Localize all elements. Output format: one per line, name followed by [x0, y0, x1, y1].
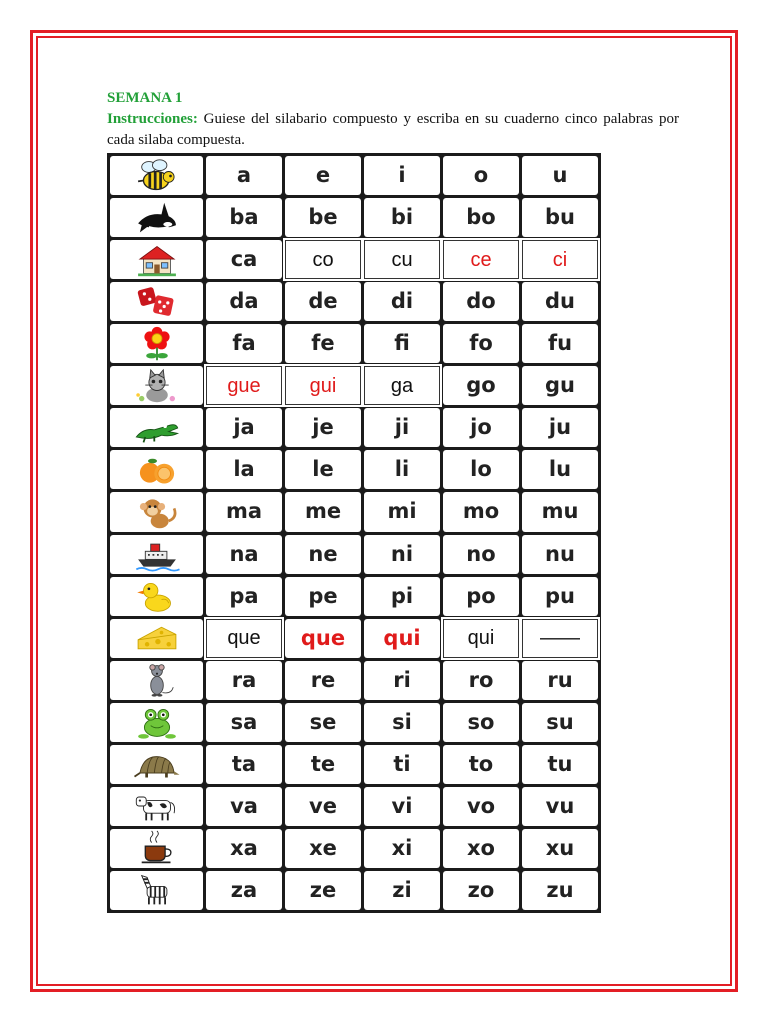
instructions-paragraph — [107, 109, 679, 151]
syllable-cell: ra — [206, 661, 282, 700]
syllable-cell: go — [443, 366, 519, 405]
syllable-cell: na — [206, 535, 282, 574]
syllable-cell: su — [522, 703, 598, 742]
syllable-cell: ze — [285, 871, 361, 910]
orca-icon — [110, 198, 203, 237]
syllable-cell: nu — [522, 535, 598, 574]
syllabary-table — [107, 153, 601, 913]
syllable-cell: ne — [285, 535, 361, 574]
armadillo-icon — [131, 746, 183, 782]
instructions-text: Guiese del silabario compuesto y escriba en su cuaderno cinco palabras por cada silaba compuesta. — [107, 111, 679, 148]
monkey-icon — [131, 494, 183, 530]
syllable-cell: mo — [443, 492, 519, 531]
dice-icon — [131, 284, 183, 320]
syllable-cell: ji — [364, 408, 440, 447]
cow-icon — [110, 787, 203, 826]
syllable-cell: me — [285, 492, 361, 531]
syllable-cell: xa — [206, 829, 282, 868]
monkey-icon — [110, 492, 203, 531]
syllable-cell: se — [285, 703, 361, 742]
syllable-cell: le — [285, 450, 361, 489]
syllable-cell: ja — [206, 408, 282, 447]
syllable-cell: si — [364, 703, 440, 742]
syllable-cell: vo — [443, 787, 519, 826]
syllable-cell: za — [206, 871, 282, 910]
syllable-cell: jo — [443, 408, 519, 447]
syllable-cell: cu — [364, 240, 440, 279]
syllable-cell: fi — [364, 324, 440, 363]
syllable-cell: xi — [364, 829, 440, 868]
syllable-cell: xo — [443, 829, 519, 868]
syllable-cell: lu — [522, 450, 598, 489]
syllable-cell: du — [522, 282, 598, 321]
syllable-cell: re — [285, 661, 361, 700]
syllable-cell: de — [285, 282, 361, 321]
coffee-cup-icon — [110, 829, 203, 868]
syllable-cell: je — [285, 408, 361, 447]
syllable-cell: que — [285, 619, 361, 658]
syllable-cell: bi — [364, 198, 440, 237]
syllable-cell: ta — [206, 745, 282, 784]
syllable-cell: gu — [522, 366, 598, 405]
crocodile-icon — [131, 410, 183, 446]
zebra-icon — [110, 871, 203, 910]
syllable-cell: qui — [364, 619, 440, 658]
crocodile-icon — [110, 408, 203, 447]
zebra-icon — [131, 872, 183, 908]
syllable-cell: so — [443, 703, 519, 742]
syllable-cell: u — [522, 156, 598, 195]
syllable-cell: te — [285, 745, 361, 784]
syllable-cell: xe — [285, 829, 361, 868]
duck-icon — [110, 577, 203, 616]
orca-icon — [131, 200, 183, 236]
syllable-cell: zu — [522, 871, 598, 910]
syllable-cell: ru — [522, 661, 598, 700]
armadillo-icon — [110, 745, 203, 784]
cheese-icon — [110, 619, 203, 658]
syllable-cell: fu — [522, 324, 598, 363]
syllable-cell: la — [206, 450, 282, 489]
syllable-cell: que — [206, 619, 282, 658]
bee-icon — [131, 158, 183, 194]
syllable-cell: ju — [522, 408, 598, 447]
syllable-cell: ce — [443, 240, 519, 279]
syllable-cell: mu — [522, 492, 598, 531]
syllable-cell: zi — [364, 871, 440, 910]
week-title: SEMANA 1 — [107, 90, 183, 106]
syllable-cell: fa — [206, 324, 282, 363]
syllable-cell: vu — [522, 787, 598, 826]
oranges-icon — [110, 450, 203, 489]
syllable-cell: bu — [522, 198, 598, 237]
syllable-cell: qui — [443, 619, 519, 658]
oranges-icon — [131, 452, 183, 488]
syllable-cell: ve — [285, 787, 361, 826]
syllable-cell: zo — [443, 871, 519, 910]
ship-icon — [131, 536, 183, 572]
syllable-cell: do — [443, 282, 519, 321]
syllable-cell: pu — [522, 577, 598, 616]
syllable-cell: co — [285, 240, 361, 279]
syllable-cell: mi — [364, 492, 440, 531]
syllable-cell: fo — [443, 324, 519, 363]
duck-icon — [131, 578, 183, 614]
syllable-cell: e — [285, 156, 361, 195]
syllable-cell: be — [285, 198, 361, 237]
syllable-cell: va — [206, 787, 282, 826]
syllable-cell: ri — [364, 661, 440, 700]
syllable-cell: ma — [206, 492, 282, 531]
syllable-cell: po — [443, 577, 519, 616]
coffee-cup-icon — [131, 830, 183, 866]
cat-icon — [110, 366, 203, 405]
syllable-cell: ba — [206, 198, 282, 237]
syllable-cell: ci — [522, 240, 598, 279]
cow-icon — [131, 788, 183, 824]
syllable-cell: pa — [206, 577, 282, 616]
syllable-cell: di — [364, 282, 440, 321]
syllable-cell: —— — [522, 619, 598, 658]
syllable-cell: sa — [206, 703, 282, 742]
house-icon — [110, 240, 203, 279]
syllable-cell: xu — [522, 829, 598, 868]
syllable-cell: ca — [206, 240, 282, 279]
syllable-cell: vi — [364, 787, 440, 826]
syllable-cell: bo — [443, 198, 519, 237]
syllable-cell: ga — [364, 366, 440, 405]
instructions-label: Instrucciones: — [107, 111, 198, 127]
bee-icon — [110, 156, 203, 195]
syllable-cell: ti — [364, 745, 440, 784]
syllable-cell: da — [206, 282, 282, 321]
syllable-cell: no — [443, 535, 519, 574]
syllable-cell: o — [443, 156, 519, 195]
frog-icon — [131, 704, 183, 740]
syllable-cell: pi — [364, 577, 440, 616]
cat-icon — [131, 368, 183, 404]
syllable-cell: a — [206, 156, 282, 195]
house-icon — [131, 242, 183, 278]
syllable-cell: gui — [285, 366, 361, 405]
dice-icon — [110, 282, 203, 321]
frog-icon — [110, 703, 203, 742]
syllable-cell: pe — [285, 577, 361, 616]
cheese-icon — [131, 620, 183, 656]
flower-icon — [110, 324, 203, 363]
ship-icon — [110, 535, 203, 574]
syllable-cell: ni — [364, 535, 440, 574]
syllable-cell: i — [364, 156, 440, 195]
syllable-cell: gue — [206, 366, 282, 405]
rat-icon — [110, 661, 203, 700]
syllable-cell: li — [364, 450, 440, 489]
syllable-cell: fe — [285, 324, 361, 363]
syllable-cell: tu — [522, 745, 598, 784]
syllable-cell: to — [443, 745, 519, 784]
syllable-cell: ro — [443, 661, 519, 700]
syllable-cell: lo — [443, 450, 519, 489]
flower-icon — [131, 326, 183, 362]
rat-icon — [131, 662, 183, 698]
